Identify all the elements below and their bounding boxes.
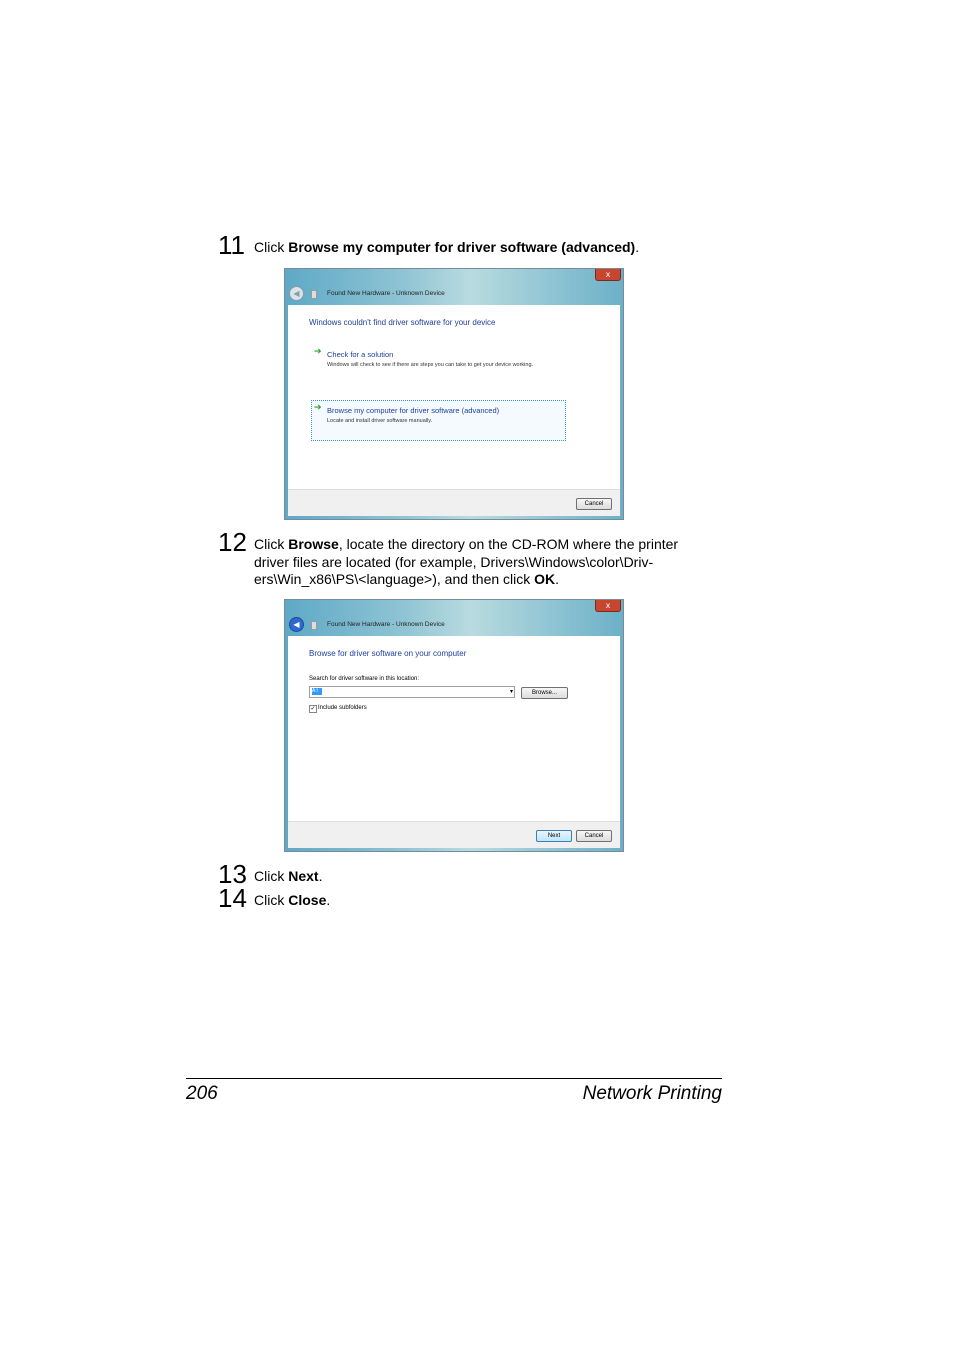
step-instruction: Click Close. <box>254 892 331 908</box>
check-solution-option[interactable]: Check for a solution <box>327 350 394 359</box>
device-icon <box>311 621 317 630</box>
option-description: Windows will check to see if there are steps you can take to get your device working. <box>327 362 534 368</box>
dialog-content <box>288 305 620 516</box>
section-title: Network Printing <box>582 1083 722 1104</box>
step-instruction: Click Browse my computer for driver software (advanced). <box>254 239 640 255</box>
step-number: 13 <box>218 859 247 889</box>
option-description: Locate and install driver software manually. <box>327 418 433 424</box>
include-subfolders-label: Include subfolders <box>318 705 367 711</box>
dialog-footer <box>288 821 620 848</box>
found-new-hardware-dialog <box>284 268 624 520</box>
dialog-content <box>288 636 620 848</box>
step-number: 12 <box>218 527 247 557</box>
page-number: 206 <box>186 1083 218 1104</box>
green-arrow-icon: ➔ <box>314 403 322 413</box>
path-value: A:\ <box>312 688 322 695</box>
window-title: Found New Hardware - Unknown Device <box>327 290 445 297</box>
search-location-label: Search for driver software in this location: <box>309 676 420 682</box>
found-new-hardware-dialog <box>284 599 624 852</box>
dialog-heading: Windows couldn't find driver software for your device <box>309 318 496 327</box>
chevron-down-icon[interactable]: ▾ <box>509 688 513 695</box>
device-icon <box>311 290 317 299</box>
step-number: 11 <box>218 230 245 260</box>
back-arrow-icon[interactable]: ◀ <box>289 286 304 301</box>
browse-option-title[interactable]: Browse my computer for driver software (advanced) <box>327 406 500 415</box>
cancel-button[interactable]: Cancel <box>576 498 612 510</box>
window-title: Found New Hardware - Unknown Device <box>327 621 445 628</box>
search-location-combobox[interactable] <box>309 686 515 698</box>
step-number: 14 <box>218 883 247 913</box>
green-arrow-icon: ➔ <box>314 347 322 357</box>
close-button[interactable]: x <box>595 269 621 281</box>
include-subfolders-checkbox[interactable]: ✓ <box>310 705 316 712</box>
close-button[interactable]: x <box>595 600 621 612</box>
back-arrow-icon[interactable]: ◀ <box>289 617 304 632</box>
footer-rule <box>186 1078 722 1079</box>
browse-button[interactable]: Browse... <box>521 687 568 699</box>
dialog-footer <box>288 489 620 516</box>
cancel-button[interactable]: Cancel <box>576 830 612 842</box>
next-button[interactable]: Next <box>536 830 572 842</box>
step-instruction: Click Next. <box>254 868 323 884</box>
dialog-heading: Browse for driver software on your computer <box>309 649 467 658</box>
step-instruction: Click Browse, locate the directory on the CD-ROM where the printer driver files are located (for example, Drivers\Windows\color\Driv-ers\Win_x86\PS\<language>), and then click OK. <box>254 536 679 587</box>
